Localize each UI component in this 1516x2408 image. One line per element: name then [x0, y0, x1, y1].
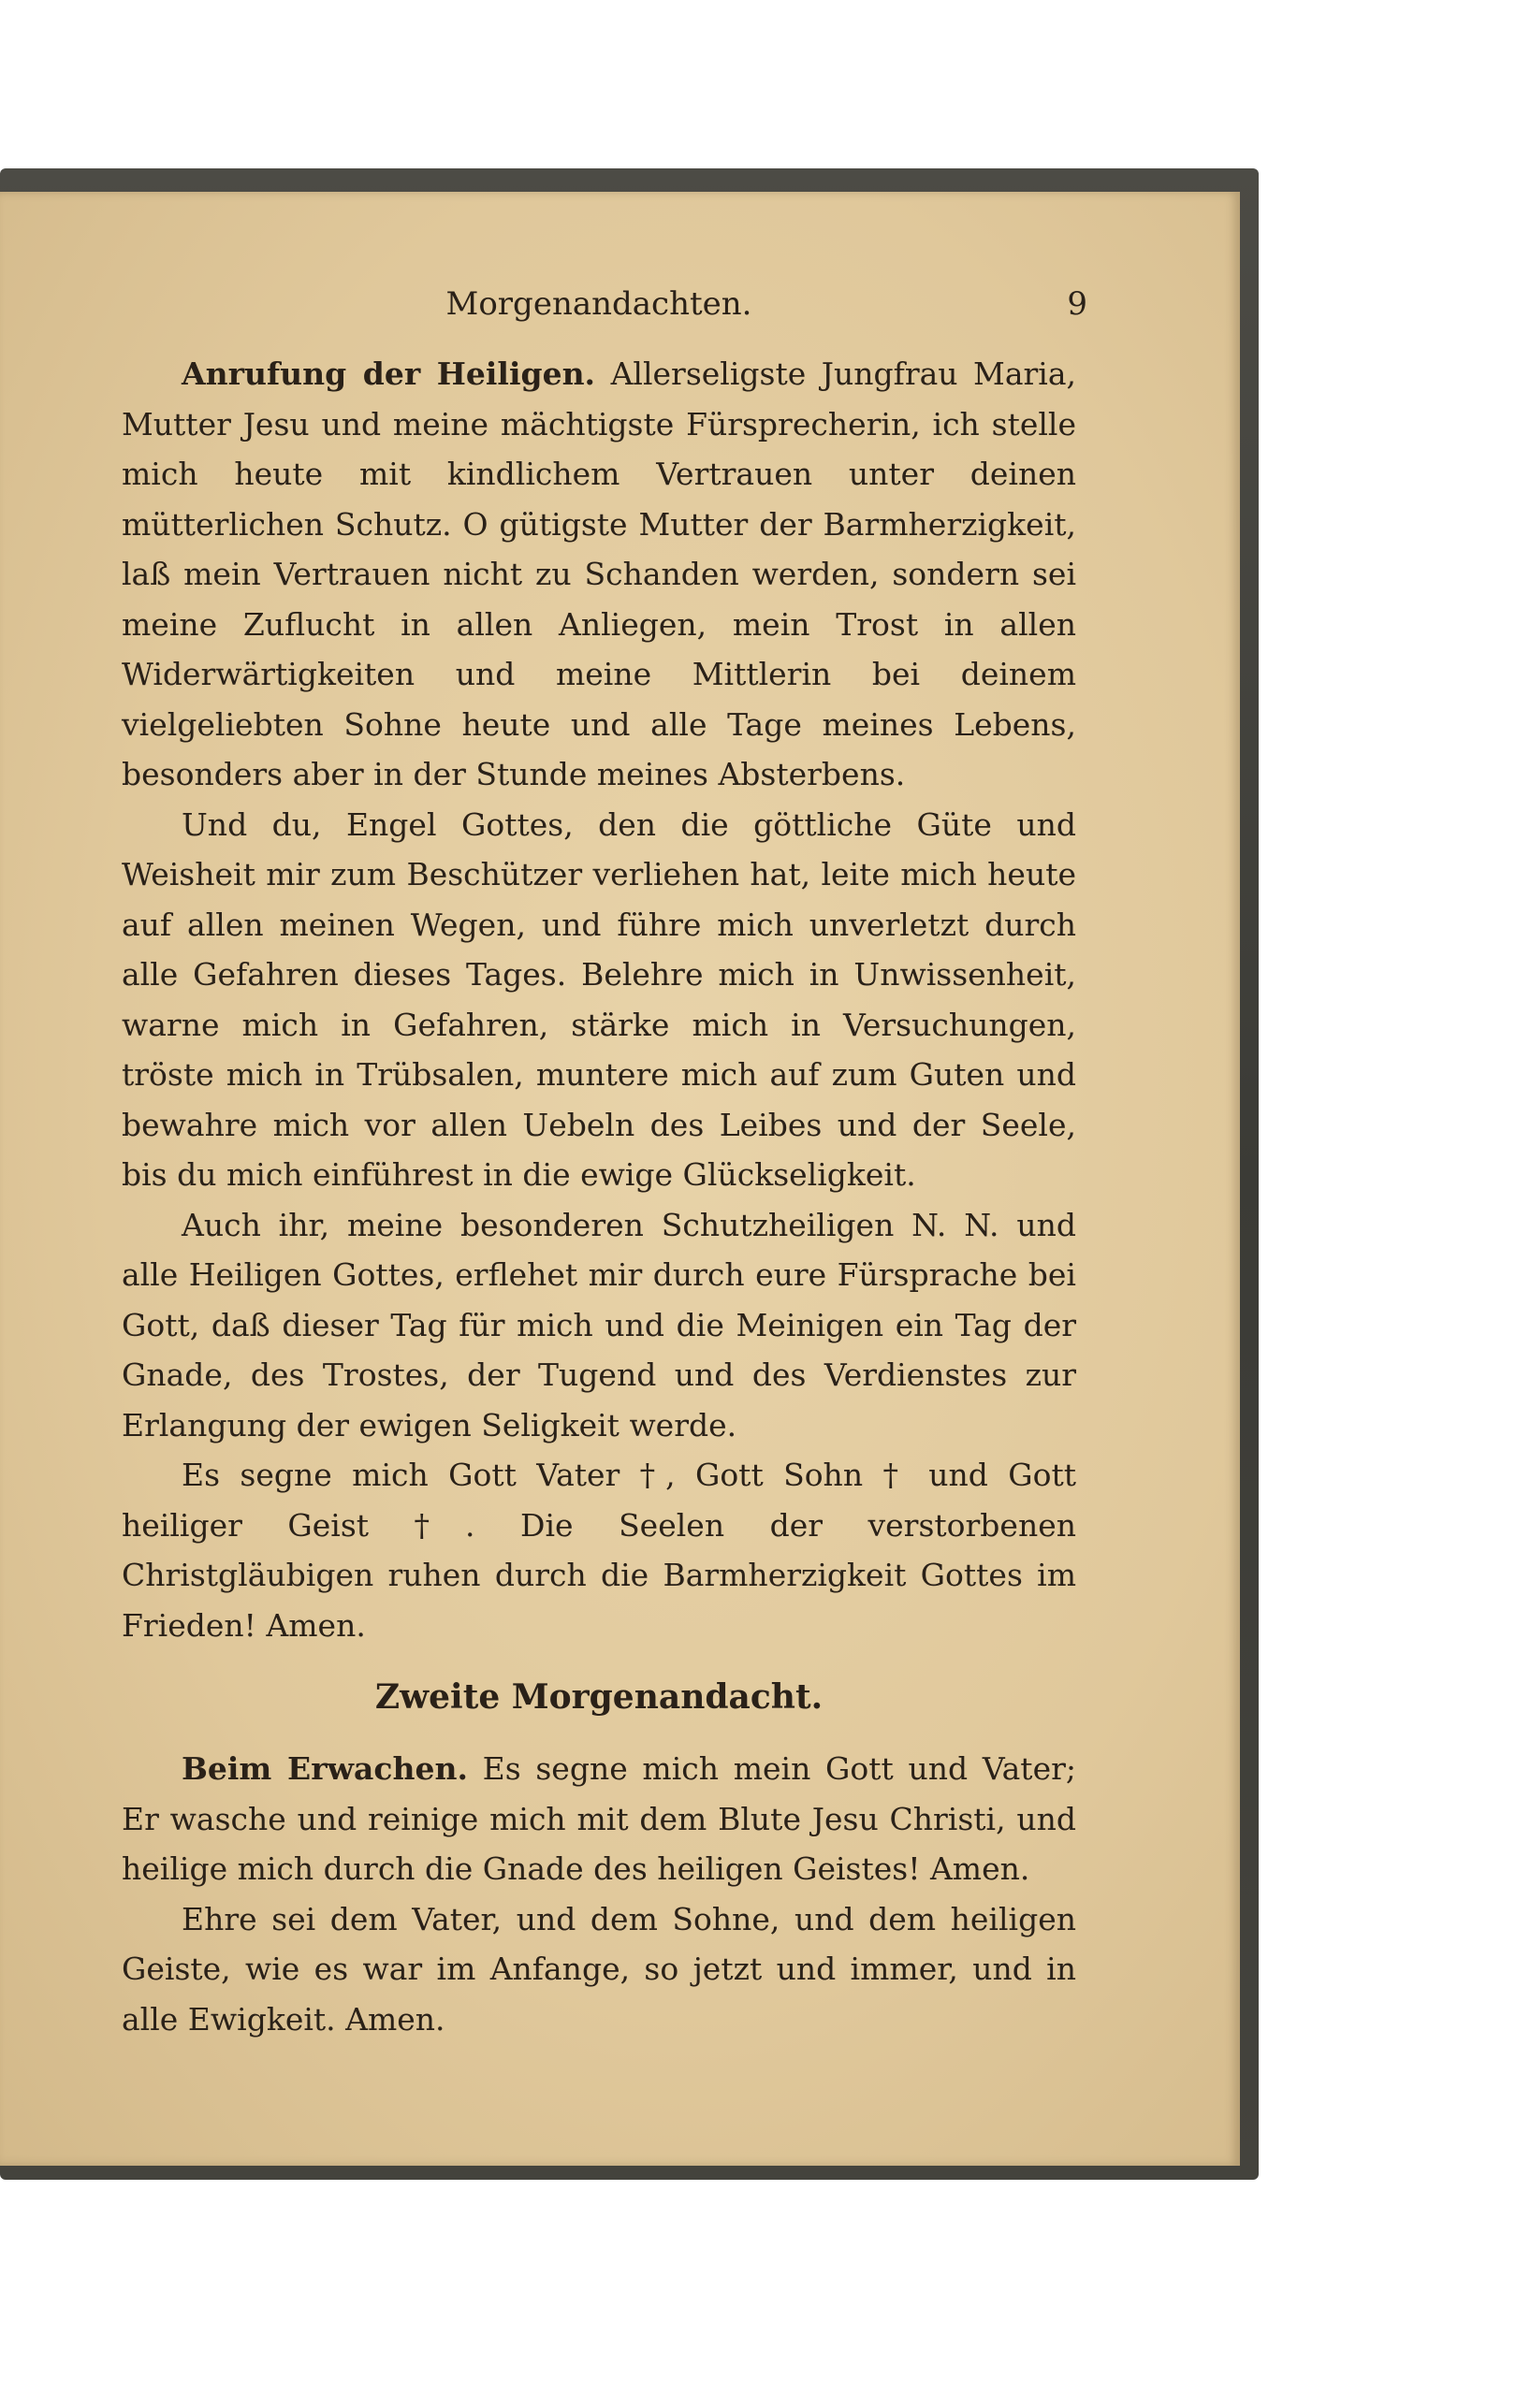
run-in-heading: Anrufung der Heiligen.: [182, 355, 596, 392]
running-title: Morgenandachten.: [445, 285, 752, 323]
book-page: [0, 192, 1240, 2166]
paragraph-patron-saints: Auch ihr, meine besonderen Schutzheiligen N. N. und alle Heiligen Gottes, erflehet mir durch eure Fürsprache bei Gott, daß dieser Tag für mich und die Meinigen ein Tag der Gnade, des Trostes, der Tugend und des Verdienstes zur Erlangung der ewigen Seligkeit werde.: [122, 1206, 1076, 1443]
section-heading: Zweite Morgenandacht.: [374, 1677, 824, 1717]
body-text: [122, 349, 1076, 2044]
paragraph-invocation-saints: [122, 349, 1076, 800]
paragraph-blessing: Es segne mich Gott Vater †, Gott Sohn † und Gott heiliger Geist †. Die Seelen der verstorbenen Christgläubigen ruhen durch die Barmherzigkeit Gottes im Frieden! Amen.: [122, 1457, 1076, 1644]
paragraph-gloria: Ehre sei dem Vater, und dem Sohne, und dem heiligen Geiste, wie es war im Anfange, so jetzt und immer, und in alle Ewigkeit. Amen.: [122, 1900, 1076, 2038]
running-head: [122, 285, 1087, 332]
page-content: [122, 192, 1087, 2166]
run-in-heading: Beim Erwachen.: [182, 1750, 468, 1787]
paragraph-awakening: [122, 1744, 1076, 1894]
paragraph-guardian-angel: Und du, Engel Gottes, den die göttliche Güte und Weisheit mir zum Beschützer verliehen hat, leite mich heute auf allen meinen Wegen, und führe mich unverletzt durch alle Gefahren dieses Tages. Belehre mich in Unwissenheit, warne mich in Gefahren, stärke mich in Versuchungen, tröste mich in Trübsalen, muntere mich auf zum Guten und bewahre mich vor allen Uebeln des Leibes und der Seele, bis du mich einführest in die ewige Glückseligkeit.: [122, 805, 1076, 1193]
page-number: 9: [1067, 285, 1087, 323]
paragraph-text: Es segne mich mein Gott und Vater; Er wasche und reinige mich mit dem Blute Jesu Christi, und heilige mich durch die Gnade des heiligen Geistes! Amen.: [122, 1750, 1076, 1887]
paragraph-text: Allerseligste Jungfrau Maria, Mutter Jesu und meine mächtigste Fürsprecherin, ich stelle mich heute mit kindlichem Vertrauen unter deinen mütterlichen Schutz. O gütigste Mutter der Barmherzigkeit, laß mein Vertrauen nicht zu Schanden werden, sondern sei meine Zuflucht in allen Anliegen, mein Trost in allen Widerwärtigkeiten und meine Mittlerin bei deinem vielgeliebten Sohne heute und alle Tage meines Lebens, besonders aber in der Stunde meines Absterbens.: [122, 355, 1077, 792]
